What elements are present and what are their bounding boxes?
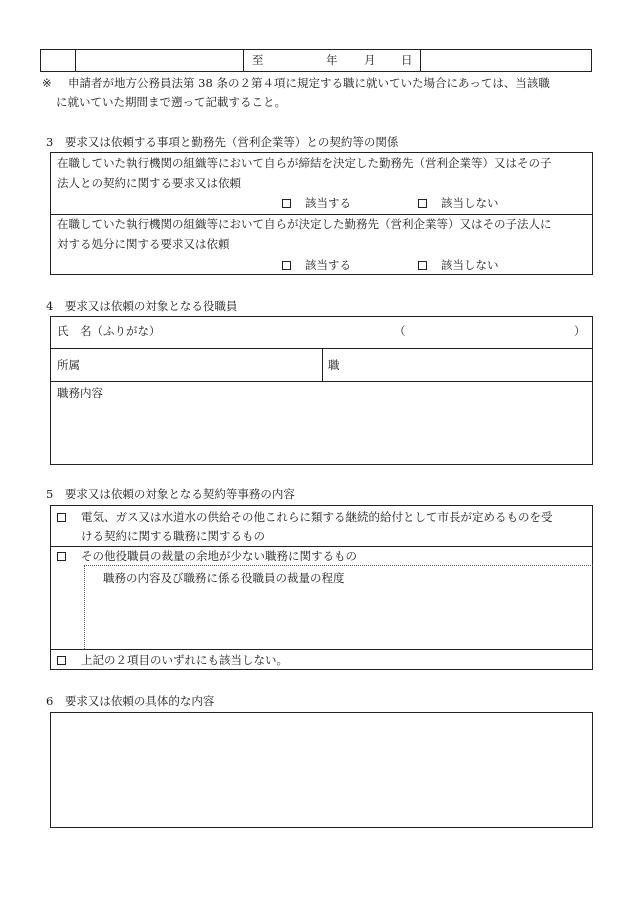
position-label: 職 [328,358,340,372]
section5-sub-dotted-border [84,565,85,649]
name-label: 氏 名（ふりがな） [57,324,161,338]
section5-row-divider [50,649,593,650]
section5-item2[interactable] [57,551,66,563]
period-year-label: 年 [326,53,338,67]
period-row-divider [420,49,421,72]
note-line-2: に就いていた期間まで遡って記載すること。 [56,95,286,109]
section3-row2-not-applicable[interactable] [418,260,499,272]
section5-sub-dotted-border [84,565,593,566]
section5-item2-sub: 職務の内容及び職務に係る役職員の裁量の程度 [103,571,345,585]
checkbox[interactable] [57,656,66,665]
section5-item2-text: その他役職員の裁量の余地が少ない職務に関するもの [81,549,357,563]
checkbox[interactable] [418,261,427,270]
section4-row-divider [50,381,593,382]
section5-row-divider [50,546,593,547]
section4-table [50,316,593,465]
section3-row1-applicable[interactable] [282,198,351,210]
section3-row2-applicable[interactable] [282,260,351,272]
section5-item1-line1: 電気、ガス又は水道水の供給その他これらに類する継続的給付として市長が定めるものを受 [81,510,553,524]
section5-item3-text: 上記の２項目のいずれにも該当しない。 [81,653,288,667]
checkbox[interactable] [282,261,291,270]
section5-item1-line2: ける契約に関する職務に関するもの [81,529,265,543]
section6-content-box[interactable] [50,712,593,828]
section3-row1-line1: 在職していた執行機関の組織等において自らが締結を決定した勤務先（営利企業等）又はその子 [57,156,552,170]
note-mark: ※ [42,76,52,90]
checkbox[interactable] [418,199,427,208]
checkbox[interactable] [57,513,66,522]
duties-label: 職務内容 [57,386,103,400]
section5-title: 5 要求又は依頼の対象となる契約等事務の内容 [46,487,295,501]
checkbox[interactable] [57,552,66,561]
affiliation-label: 所属 [57,358,80,372]
checkbox-label: 該当する [305,258,351,272]
checkbox-label: 該当する [305,196,351,210]
section3-row1-line2: 法人との契約に関する要求又は依頼 [57,176,241,190]
furigana-paren-open: （ [394,324,406,338]
period-day-label: 日 [401,53,413,67]
section3-row2-line2: 対する処分に関する要求又は依頼 [57,237,230,251]
section3-row-divider [50,214,593,215]
furigana-paren-close: ） [574,324,586,338]
section5-item1[interactable] [57,512,66,524]
period-row-divider [243,49,244,72]
period-month-label: 月 [364,53,376,67]
period-row-divider [75,49,76,72]
period-row [40,49,592,72]
section5-item3[interactable] [57,655,66,667]
section3-row2-line1: 在職していた執行機関の組織等において自らが決定した勤務先（営利企業等）又はその子法人に [57,217,552,231]
note-line-1: 申請者が地方公務員法第 38 条の２第４項に規定する職に就いていた場合にあっては、当該職 [68,76,550,90]
period-to-label: 至 [252,53,264,67]
section4-title: 4 要求又は依頼の対象となる役職員 [46,299,238,313]
checkbox-label: 該当しない [441,196,499,210]
checkbox[interactable] [282,199,291,208]
section6-title: 6 要求又は依頼の具体的な内容 [46,694,215,708]
section3-row1-not-applicable[interactable] [418,198,499,210]
section4-col-divider [322,348,323,381]
checkbox-label: 該当しない [441,258,499,272]
section3-title: 3 要求又は依頼する事項と勤務先（営利企業等）との契約等の関係 [46,135,399,149]
